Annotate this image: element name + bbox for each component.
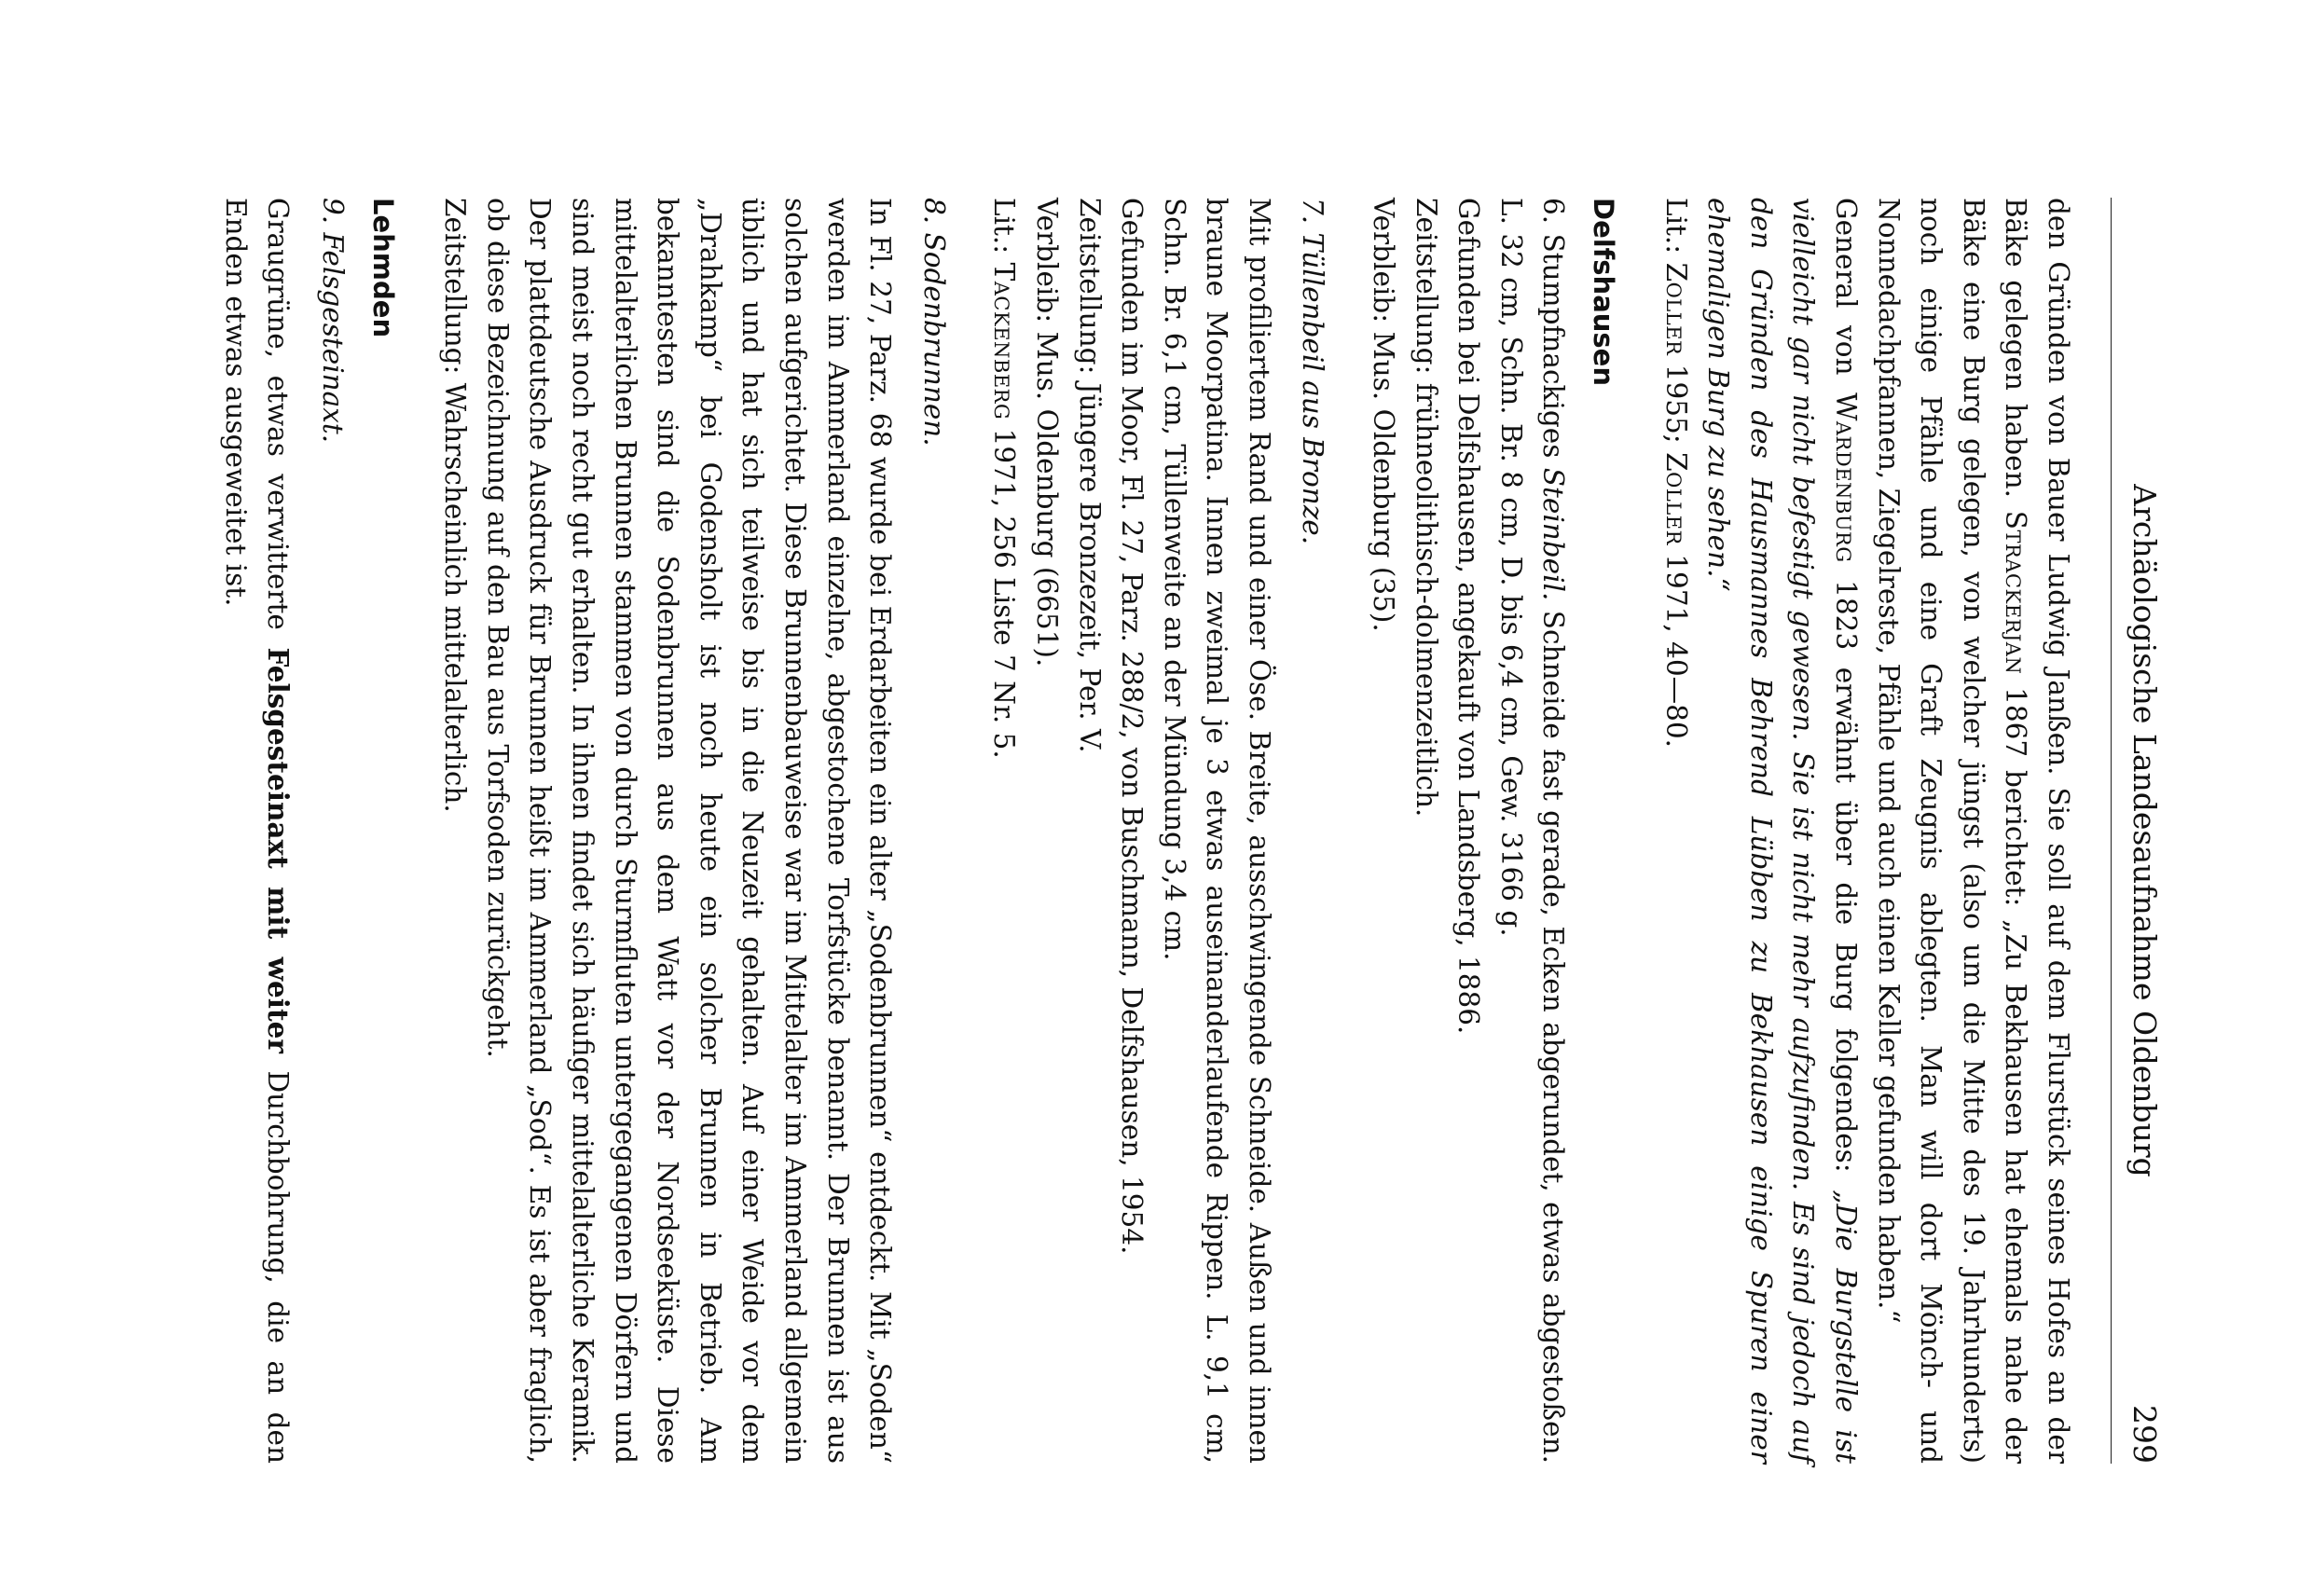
entry-9-description [213, 198, 299, 1464]
entry-6-period: Zeitstellung: frühneolithisch-dolmenzeitlich. [1410, 198, 1442, 818]
lit-author-2: Zoller [1659, 452, 1692, 545]
entry-6-term: Steinbeil. [1537, 467, 1570, 601]
wardenburg-pre: General von [1830, 198, 1863, 376]
entry-6-location: Verbleib: Mus. Oldenburg (35). [1368, 198, 1400, 632]
intro-paragraph [1866, 198, 2079, 1464]
page-number: 299 [2126, 1405, 2163, 1464]
wardenburg-paragraph [1697, 198, 1866, 1464]
entry-9-text-post: Durchbohrung, die an den Enden etwas ausgeweitet ist. [219, 198, 295, 1464]
entry-6-found: Gefunden bei Delfshausen, angekauft von Landsberg, 1886. [1452, 198, 1485, 1035]
wardenburg-mid: 1823 erwähnt über die Burg folgendes: [1830, 580, 1863, 1173]
entry-7-title: 7. Tüllenbeil aus Bronze. [1297, 198, 1329, 545]
intro-text: den Gründen von Bauer Ludwig Janßen. Sie soll auf dem Flurstück seines Hofes an der Bäke gelegen haben. [2000, 198, 2074, 1464]
lit-label: Lit.: [1659, 198, 1692, 255]
lit-ref-1: 1955; [1659, 364, 1692, 444]
entry-9-text-pre: Graugrüne, etwas verwitterte [262, 198, 295, 630]
author-wardenburg: Wardenburg [1830, 392, 1863, 563]
intro-quote: 1867 berichtet: „Zu Bekhausen hat ehemals nahe der Bäke eine Burg gelegen, von welcher jüngst (also um die Mitte des 19. Jahrhunderts) noch einige Pfähle und eine Graft Zeugnis ablegten. Man will dort Mönch- und Nonnedachpfannen, Ziegelreste, Pfähle und auch einen Keller gefunden haben.“ [1872, 198, 2032, 1464]
running-title: Archäologische Landesaufnahme Oldenburg [2126, 484, 2163, 1177]
entry-7-description: Mit profiliertem Rand und einer Öse. Breite, ausschwingende Schneide. Außen und innen braune Moorpatina. Innen zweimal je 3 etwas auseinanderlaufende Rippen. L. 9,1 cm, Schn. Br. 6,1 cm, Tüllenweite an der Mündung 3,4 cm. [1158, 198, 1275, 1464]
entry-9-text-bold: Felsgesteinaxt mit weiter [262, 647, 296, 1053]
entry-9-title: 9. Felsgesteinaxt. [317, 198, 350, 444]
lit-author-1: Zoller [1659, 262, 1692, 356]
entry-6-text: Schneide fast gerade, Ecken abgerundet, etwas abgestoßen. L. 32 cm, Schn. Br. 8 cm, D. bis 6,4 cm, Gew. 3166 g. [1494, 198, 1570, 1464]
intro-literature [1654, 198, 1697, 1464]
entry-6-description [1489, 198, 1574, 1464]
lit-ref-2: 1971, 40—80. [1659, 554, 1692, 749]
page-header [2116, 198, 2172, 1464]
entry-7-location: Verbleib: Mus. Oldenburg (6651). [1030, 198, 1063, 667]
entry-6-number: 6. Stumpfnackiges [1537, 198, 1570, 459]
wardenburg-quote: „Die Burgstelle ist vielleicht gar nicht befestigt gewesen. Sie ist nicht mehr aufzufinden. Es sind jedoch auf den Gründen des Hausmannes Behrend Lübben zu Bekhausen einige Spuren einer ehemaligen Burg zu sehen.“ [1702, 198, 1863, 1464]
entry-7-lit-author: Tackenberg [988, 262, 1021, 420]
entry-7-period: Zeitstellung: Jüngere Bronzezeit, Per. V. [1073, 198, 1106, 753]
entry-8-description: In Fl. 27, Parz. 68 wurde bei Erdarbeiten ein alter „Sodenbrunnen“ entdeckt. Mit „Soden“ werden im Ammerland einzelne, abgestochene Torfstücke benannt. Der Brunnen ist aus solchen aufgerichtet. Diese Brunnenbauweise war im Mittelalter im Ammerland allgemein üblich und hat sich teilweise bis in die Neuzeit gehalten. Auf einer Weide vor dem „Drahkamp“ bei Godensholt ist noch heute ein solcher Brunnen in Betrieb. Am bekanntesten sind die Sodenbrunnen aus dem Watt vor der Nordseeküste. Diese mittelalterlichen Brunnen stammen von durch Sturmfluten untergegangenen Dörfern und sind meist noch recht gut erhalten. In ihnen findet sich häufiger mittelalterliche Keramik. Der plattdeutsche Ausdruck für Brunnen heißt im Ammerland „Sod“. Es ist aber fraglich, ob diese Bezeichnung auf den Bau aus Torfsoden zurückgeht. [481, 198, 897, 1464]
entry-8-title: 8. Sodenbrunnen. [917, 198, 950, 447]
section-heading-delfshausen: Delfshausen [1588, 198, 1620, 386]
author-strackerjan: Strackerjan [2000, 510, 2032, 675]
entry-7-lit-ref: 1971, 256 Liste 7 Nr. 5. [988, 428, 1021, 759]
entry-7-literature [983, 198, 1025, 1464]
section-heading-lehmden: Lehmden [366, 198, 399, 338]
entry-7-found: Gefunden im Moor, Fl. 27, Parz. 288/2, von Buschmann, Delfshausen, 1954. [1116, 198, 1149, 1255]
header-rule [2111, 198, 2112, 1464]
entry-8-period: Zeitstellung: Wahrscheinlich mittelalterlich. [439, 198, 472, 813]
entry-7-lit-label: Lit.: [988, 198, 1021, 255]
text-column [213, 198, 2079, 1464]
